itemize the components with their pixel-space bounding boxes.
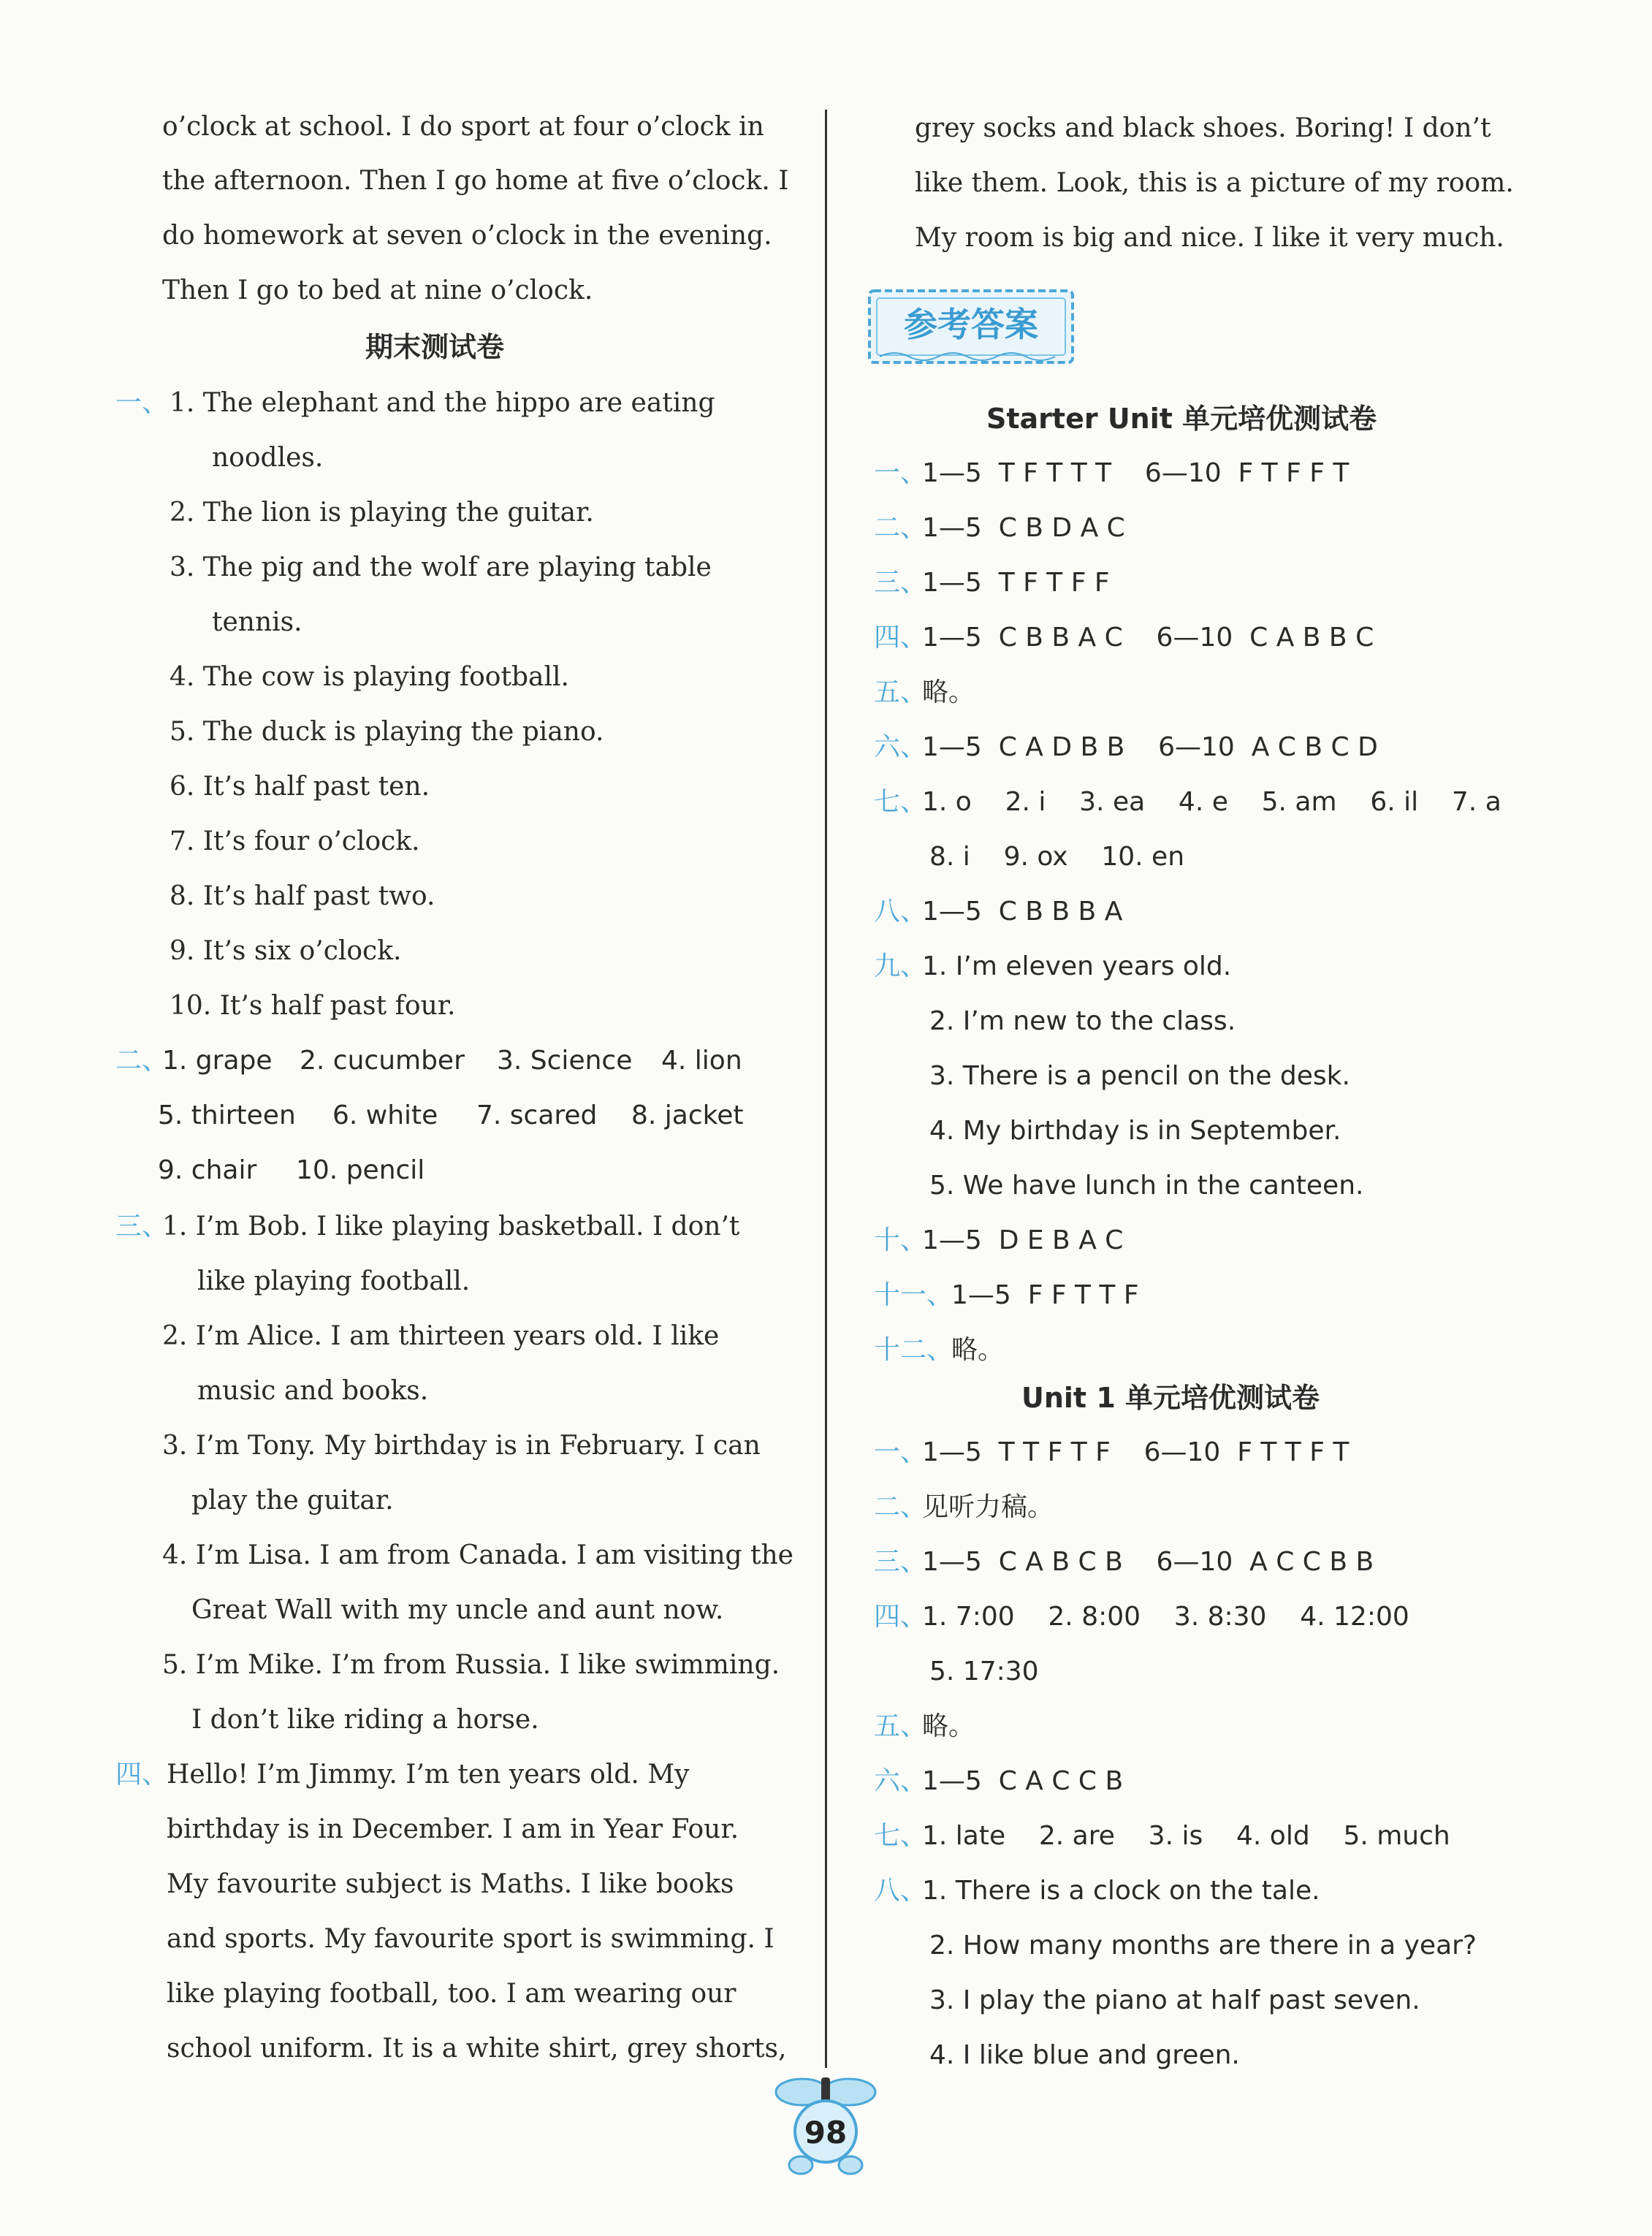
answer-line: 1. I’m eleven years old. — [922, 951, 1232, 981]
answer-line: like playing football, too. I am wearing our — [167, 1979, 736, 2009]
text-line: grey socks and black shoes. Boring! I don’t — [915, 113, 1491, 143]
section-number: 四、 — [874, 623, 927, 653]
answer-line: noodles. — [212, 443, 324, 473]
answer-line: 见听力稿。 — [922, 1492, 1054, 1522]
section-number: 五、 — [874, 1711, 927, 1741]
text-line: do homework at seven o’clock in the evening. — [162, 221, 772, 251]
answer-word: 10. pencil — [296, 1155, 425, 1185]
page-number: 98 — [804, 2115, 848, 2151]
answer-line: 3. There is a pencil on the desk. — [929, 1061, 1350, 1091]
answer-line: 6. It’s half past ten. — [170, 772, 430, 802]
section-number: 二、 — [874, 513, 927, 543]
answer-line: 1. late 2. are 3. is 4. old 5. much — [922, 1821, 1450, 1851]
answer-line: Great Wall with my uncle and aunt now. — [191, 1595, 724, 1625]
section-number: 一、 — [115, 388, 169, 418]
answer-key-banner — [865, 286, 1077, 367]
answer-line: 2. The lion is playing the guitar. — [170, 498, 594, 528]
answer-line: My favourite subject is Maths. I like books — [167, 1869, 734, 1899]
answer-line: 略。 — [922, 1711, 975, 1741]
section-number: 九、 — [874, 951, 927, 981]
answer-line: 1. I’m Bob. I like playing basketball. I don’t — [162, 1212, 740, 1241]
answer-line: 1. The elephant and the hippo are eating — [170, 388, 715, 418]
section-number: 六、 — [874, 1766, 927, 1796]
section-number: 七、 — [874, 1821, 927, 1851]
answer-line: 1—5 C A C C B — [922, 1766, 1124, 1796]
answer-line: 2. How many months are there in a year? — [929, 1931, 1477, 1961]
answer-line: 9. It’s six o’clock. — [170, 936, 402, 966]
text-line: My room is big and nice. I like it very much. — [915, 223, 1504, 253]
answer-line: 1—5 T T F T F 6—10 F T T F T — [922, 1437, 1350, 1467]
answer-line: 5. We have lunch in the canteen. — [929, 1171, 1364, 1201]
answer-line: 略。 — [922, 677, 975, 707]
answer-line: 4. My birthday is in September. — [929, 1116, 1341, 1146]
banner-title: 参考答案 — [904, 305, 1038, 344]
answer-line: 1—5 T F T T T 6—10 F T F F T — [922, 458, 1350, 488]
page-number-badge — [767, 2072, 884, 2181]
section-number: 十二、 — [874, 1335, 953, 1365]
text-line: the afternoon. Then I go home at five o’clock. I — [162, 166, 789, 196]
answer-line: 1—5 C A B C B 6—10 A C C B B — [922, 1547, 1374, 1577]
text-line: Then I go to bed at nine o’clock. — [162, 275, 593, 305]
section-number: 八、 — [874, 897, 927, 927]
section-number: 二、 — [115, 1046, 169, 1076]
section-number: 七、 — [874, 787, 927, 817]
answer-line: 3. I’m Tony. My birthday is in February. I can — [162, 1431, 761, 1461]
text-line: like them. Look, this is a picture of my room. — [915, 168, 1514, 198]
badge-foot-right — [839, 2156, 862, 2174]
answer-line: 5. 17:30 — [929, 1657, 1039, 1686]
answer-line: 5. I’m Mike. I’m from Russia. I like swimming. — [162, 1650, 780, 1680]
answer-line: 2. I’m new to the class. — [929, 1006, 1236, 1036]
answer-line: 1. 7:00 2. 8:00 3. 8:30 4. 12:00 — [922, 1602, 1409, 1632]
answer-line: 3. I play the piano at half past seven. — [929, 1985, 1420, 2015]
answer-line: 5. The duck is playing the piano. — [170, 717, 604, 747]
answer-line: 8. i 9. ox 10. en — [929, 842, 1185, 872]
answer-word: 8. jacket — [631, 1100, 744, 1130]
answer-word: 7. scared — [476, 1100, 598, 1130]
section-number: 五、 — [874, 677, 927, 707]
answer-line: 1—5 T F T F F — [922, 568, 1110, 598]
section-number: 二、 — [874, 1492, 927, 1522]
section-number: 十、 — [874, 1225, 927, 1255]
answer-line: 3. The pig and the wolf are playing table — [170, 552, 712, 582]
answer-line: I don’t like riding a horse. — [191, 1705, 539, 1735]
final-exam-title: 期末测试卷 — [365, 331, 505, 363]
section-number: 三、 — [115, 1212, 169, 1241]
text-line: o’clock at school. I do sport at four o’clock in — [162, 112, 764, 142]
answer-line: 2. I’m Alice. I am thirteen years old. I like — [162, 1321, 720, 1351]
section-number: 一、 — [874, 458, 927, 488]
answer-line: 1—5 F F T T F — [951, 1280, 1139, 1310]
section-number: 三、 — [874, 1547, 927, 1577]
section-number: 六、 — [874, 732, 927, 762]
answer-word: 6. white — [332, 1100, 438, 1130]
answer-line: birthday is in December. I am in Year Four. — [167, 1814, 739, 1844]
answer-line: 1—5 C B B A C 6—10 C A B B C — [922, 623, 1374, 653]
answer-line: 10. It’s half past four. — [170, 991, 456, 1021]
answer-line: 1—5 C B D A C — [922, 513, 1125, 543]
unit1-title: Unit 1 单元培优测试卷 — [1021, 1382, 1320, 1414]
answer-line: like playing football. — [197, 1266, 471, 1296]
answer-word: 9. chair — [158, 1155, 257, 1185]
section-number: 四、 — [874, 1602, 927, 1632]
answer-line: 4. The cow is playing football. — [170, 662, 569, 692]
section-number: 八、 — [874, 1876, 927, 1906]
answer-line: 4. I like blue and green. — [929, 2040, 1240, 2070]
answer-line: Hello! I’m Jimmy. I’m ten years old. My — [167, 1760, 690, 1790]
answer-line: 1—5 C A D B B 6—10 A C B C D — [922, 732, 1378, 762]
section-number: 四、 — [115, 1760, 169, 1790]
answer-word: 2. cucumber — [300, 1046, 465, 1076]
badge-foot-left — [789, 2156, 812, 2174]
answer-line: 1. There is a clock on the tale. — [922, 1876, 1320, 1906]
answer-line: play the guitar. — [191, 1486, 394, 1516]
starter-unit-title: Starter Unit 单元培优测试卷 — [986, 403, 1377, 435]
answer-word: 3. Science — [497, 1046, 633, 1076]
answer-line: tennis. — [212, 607, 302, 637]
answer-line: 略。 — [951, 1335, 1005, 1365]
answer-word: 4. lion — [661, 1046, 742, 1076]
answer-line: 8. It’s half past two. — [170, 881, 435, 911]
answer-line: school uniform. It is a white shirt, grey shorts, — [167, 2034, 787, 2064]
section-number: 十一、 — [874, 1280, 953, 1310]
answer-line: music and books. — [197, 1376, 429, 1406]
answer-line: 1—5 D E B A C — [922, 1225, 1124, 1255]
answer-line: and sports. My favourite sport is swimming. I — [167, 1924, 774, 1954]
answer-line: 1. o 2. i 3. ea 4. e 5. am 6. il 7. a — [922, 787, 1501, 817]
answer-word: 5. thirteen — [158, 1100, 296, 1130]
answer-line: 7. It’s four o’clock. — [170, 826, 420, 856]
answer-line: 4. I’m Lisa. I am from Canada. I am visiting the — [162, 1540, 793, 1570]
answer-line: 1—5 C B B B A — [922, 897, 1123, 927]
column-divider — [825, 110, 827, 2068]
section-number: 一、 — [874, 1437, 927, 1467]
answer-word: 1. grape — [162, 1046, 273, 1076]
section-number: 三、 — [874, 568, 927, 598]
